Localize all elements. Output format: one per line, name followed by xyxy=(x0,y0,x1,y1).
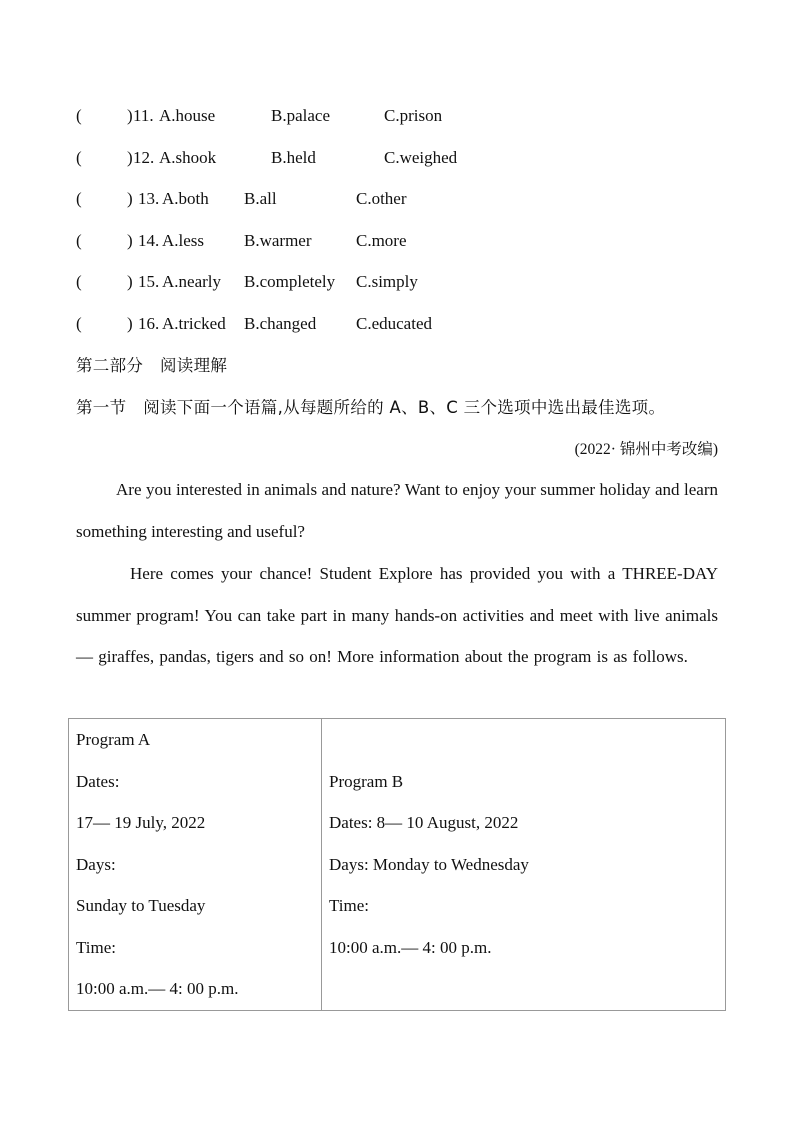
option-a: A.both xyxy=(162,189,209,208)
subsection-instruction: 第一节 阅读下面一个语篇,从每题所给的 A、B、C 三个选项中选出最佳选项。 xyxy=(76,398,666,417)
program-b-dates: Dates: 8— 10 August, 2022 xyxy=(329,813,519,832)
passage-paragraph-1: Are you interested in animals and nature? Want to enjoy your summer holiday and learn something interesting and useful? xyxy=(76,480,718,541)
program-a-time-label: Time: xyxy=(76,937,117,957)
option-b: B.completely xyxy=(244,272,336,291)
option-a: A.nearly xyxy=(162,272,222,291)
program-a-days: Sunday to Tuesday xyxy=(76,896,206,915)
answer-paren-close: ) xyxy=(127,106,133,125)
answer-paren-close: ) xyxy=(127,189,133,208)
program-a-dates: 17— 19 July, 2022 xyxy=(76,813,206,832)
program-b-title: Program B xyxy=(329,771,404,791)
option-c: C.more xyxy=(356,231,407,250)
option-b: B.held xyxy=(271,148,316,167)
option-b: B.palace xyxy=(271,106,330,125)
answer-paren-open: ( xyxy=(76,272,82,291)
program-b-time-label: Time: xyxy=(329,896,370,915)
program-a-title: Program A xyxy=(76,730,151,749)
question-number: 14. xyxy=(138,231,160,250)
answer-paren-open: ( xyxy=(76,189,82,208)
program-a-dates-label: Dates: xyxy=(76,771,120,791)
program-a-cell xyxy=(69,719,322,1011)
passage-paragraph-2: Here comes your chance! Student Explore has provided you with a THREE-DAY summer program! You can take part in many hands-on activities and meet with live animals — giraffes, pandas, tigers and so on! More information about the program is as follows. xyxy=(76,564,718,667)
option-c: C.prison xyxy=(384,106,443,125)
option-a: A.less xyxy=(162,231,205,250)
program-a-time: 10:00 a.m.— 4: 00 p.m. xyxy=(76,979,239,998)
option-b: B.changed xyxy=(244,314,317,333)
answer-paren-open: ( xyxy=(76,231,82,250)
option-b: B.warmer xyxy=(244,231,312,250)
answer-paren-open: ( xyxy=(76,106,82,125)
question-number: 13. xyxy=(138,189,160,208)
program-b-days: Days: Monday to Wednesday xyxy=(329,854,529,874)
question-number: 11. xyxy=(133,106,154,125)
program-b-time: 10:00 a.m.— 4: 00 p.m. xyxy=(329,937,492,957)
answer-paren-open: ( xyxy=(76,314,82,333)
program-table xyxy=(68,718,726,1011)
question-number: 15. xyxy=(138,272,160,291)
option-c: C.educated xyxy=(356,314,432,333)
option-c: C.simply xyxy=(356,272,418,291)
option-a: A.shook xyxy=(159,148,217,167)
table-row xyxy=(69,719,726,1011)
option-a: A.house xyxy=(159,106,216,125)
question-number: 16. xyxy=(138,314,160,333)
option-c: C.other xyxy=(356,189,407,208)
source-note: (2022· 锦州中考改编) xyxy=(574,441,718,458)
answer-paren-close: ) xyxy=(127,272,133,291)
option-a: A.tricked xyxy=(162,314,226,333)
answer-paren-close: ) xyxy=(127,231,133,250)
option-b: B.all xyxy=(244,189,277,208)
answer-paren-close: ) xyxy=(127,314,133,333)
question-number: 12. xyxy=(133,148,155,167)
program-b-cell xyxy=(322,719,726,1011)
answer-paren-open: ( xyxy=(76,148,82,167)
answer-paren-close: ) xyxy=(127,148,133,167)
program-a-days-label: Days: xyxy=(76,854,116,874)
part-title: 第二部分 阅读理解 xyxy=(76,356,228,375)
option-c: C.weighed xyxy=(384,148,458,167)
